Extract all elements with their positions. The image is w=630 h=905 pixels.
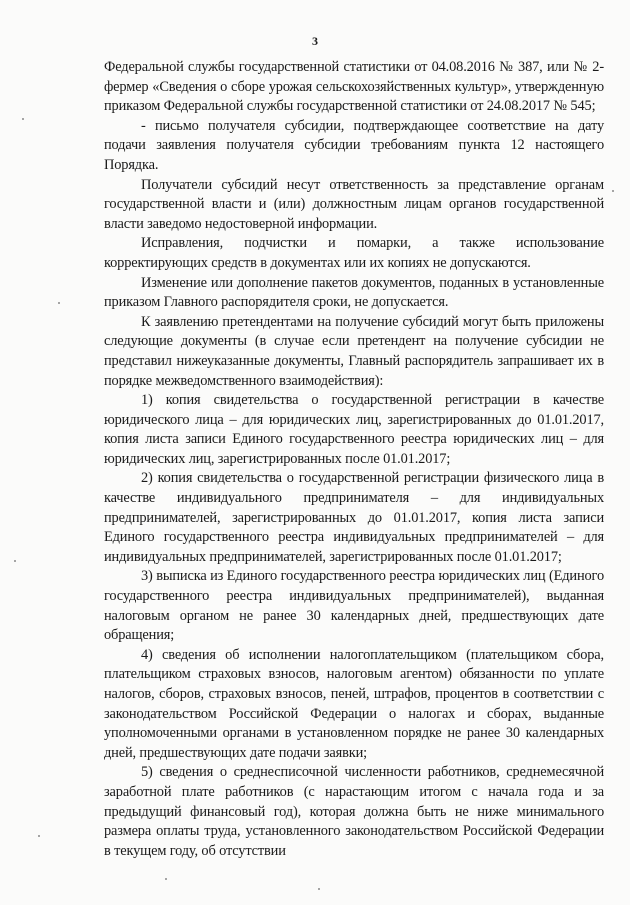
- list-item-3: 3) выписка из Единого государственного реестра юридических лиц (Единого государственного реестра индивидуальных предпринимателей), выданная налоговым органом не ранее 30 календарных дней, предшествующих дате обращения;: [104, 568, 604, 644]
- paragraph-attached-documents: К заявлению претендентами на получение субсидий могут быть приложены следующие документы (в случае если претендент на получение субсидии не представил нижеуказанные документы, Главный распорядитель запрашивает их в порядке межведомственного взаимодействия):: [104, 313, 604, 389]
- list-item-4: 4) сведения об исполнении налогоплательщиком (плательщиком сбора, плательщиком страховых взносов, налоговым агентом) обязанности по уплате налогов, сборов, страховых взносов, пеней, штрафов, процентов в соответствии с законодательством Российской Федерации о налогах и сборах, выданные уполномоченными органами в установленном порядке не ранее 30 календарных дней, предшествующих дате подачи заявки;: [104, 646, 604, 761]
- scan-speck: [612, 190, 614, 192]
- scan-speck: [165, 878, 167, 880]
- scan-speck: [14, 560, 16, 562]
- scan-speck: [38, 835, 40, 837]
- list-item-1: 1) копия свидетельства о государственной регистрации в качестве юридического лица – для юридических лиц, зарегистрированных до 01.01.2017, копия листа записи Единого государственного реестра юридических лиц – для юридических лиц, зарегистрированных после 01.01.2017;: [104, 392, 604, 467]
- paragraph-responsibility: Получатели субсидий несут ответственность за представление органам государственной власти и (или) должностным лицам органов государственной власти заведомо недостоверной информации.: [104, 176, 604, 232]
- paragraph-continuation: Федеральной службы государственной статистики от 04.08.2016 № 387, или № 2-фермер «Сведения о сборе урожая сельскохозяйственных культур», утвержденную приказом Федеральной службы государственной статистики от 24.08.2017 № 545;: [104, 59, 604, 115]
- list-item-5: 5) сведения о среднесписочной численности работников, среднемесячной заработной плате работников (с нарастающим итогом с начала года и за предыдущий финансовый год), которая должна быть не ниже минимального размера оплаты труда, установленного законодательством Российской Федерации в текущем году, об отсутствии: [104, 764, 604, 859]
- scan-speck: [58, 302, 60, 304]
- scan-speck: [318, 888, 320, 890]
- document-body: [104, 58, 604, 861]
- paragraph-changes: Изменение или дополнение пакетов документов, поданных в установленные приказом Главного распорядителя сроки, не допускается.: [104, 274, 604, 311]
- scan-speck: [22, 118, 24, 120]
- page-number: 3: [312, 34, 318, 48]
- paragraph-letter-of-recipient: - письмо получателя субсидии, подтверждающее соответствие на дату подачи заявления получателя субсидии требованиям пункта 12 настоящего Порядка.: [104, 117, 604, 173]
- list-item-2: 2) копия свидетельства о государственной регистрации физического лица в качестве индивидуального предпринимателя – для индивидуальных предпринимателей, зарегистрированных до 01.01.2017, копия листа записи Единого государственного реестра индивидуальных предпринимателей – для индивидуальных предпринимателей, зарегистрированных после 01.01.2017;: [104, 470, 604, 565]
- paragraph-corrections: Исправления, подчистки и помарки, а также использование корректирующих средств в документах или их копиях не допускаются.: [104, 235, 604, 271]
